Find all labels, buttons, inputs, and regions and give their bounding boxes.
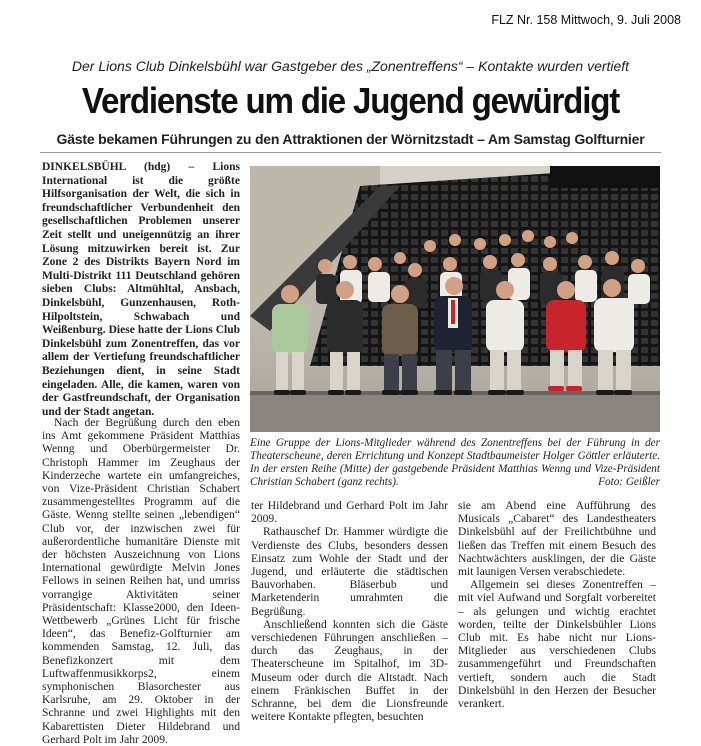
photo-credit: Foto: Geißler: [598, 476, 660, 488]
header-rule: [40, 152, 661, 153]
body-paragraph: Rathauschef Dr. Hammer würdigte die Verdienste des Clubs, besonders dessen Einsatz zum Wohle der Stadt und der Jugend, und erläuterte die städtischen Bauvorhaben. Bläserbub und Marketenderin umrahmten die Begrüßung.: [251, 525, 448, 618]
body-paragraph: Nach der Begrüßung durch den eben ins Amt gekommene Präsident Matthias Wenng und Oberbürgermeister Dr. Christoph Hammer im Zeughaus der Kinderzeche wartete ein umfangreiches, von Vize-Präsident Christian Schabert zusammengestelltes Programm auf die Gäste. Wenng stellte seinen „lebendigen“ Club vor, der inzwischen zwei für außerordentliche humanitäre Dienste mit der höchsten Auszeichnung von Lions International gewürdigte Melvin Jones Fellows in seinen Reihen hat, und umriss vorrangige Aktivitäten seiner Präsidentschaft: Klasse2000, den Ideen-Wettbewerb „Grünes Licht für frische Ideen“, das Benefiz-Golfturnier am kommenden Samstag, 12. Juli, das Benefizkonzert mit dem Luftwaffenmusikkorps2, einem symphonischen Blasorchester aus Karlsruhe, am 29. Oktober in der Schranne und zwei Highlights mit den Kabarettisten Dieter Hildebrand und Gerhard Polt im Jahr 2009.: [42, 416, 240, 746]
article-intro: [42, 161, 240, 418]
article-subheadline: Gäste bekamen Führungen zu den Attraktionen der Wörnitzstadt – Am Samstag Golfturnier: [56, 131, 645, 147]
intro-paragraph: DINKELSBÜHL (hdg) – Lions International ist die größte Hilfsorganisation der Welt, die sich in freundschaftlicher Verbundenheit den gesellschaftlichen Problemen unserer Zeit stellt und uneigennützig an ihrer Lösung mitzuwirken bereit ist. Zur Zone 2 des Distrikts Bayern Nord im Multi-Distrikt 111 Deutschland gehören sieben Clubs: Altmühltal, Ansbach, Dinkelsbühl, Gunzenhausen, Roth-Hilpoltstein, Schwabach und Weißenburg. Diese hatte der Lions Club Dinkelsbühl zum Zonentreffen, das vor allem der Vertiefung freundschaftlicher Beziehungen dient, in seine Stadt eingeladen. Alle, die kamen, waren von der Gastfreundschaft, der Organisation und der Stadt angetan.: [42, 161, 240, 418]
body-paragraph: Anschließend konnten sich die Gäste verschiedenen Führungen anschließen – durch das Zeughaus, in der Theaterscheune im Spitalhof, im 3D-Museum oder durch die Altstadt. Nach einem Fränkischen Buffet in der Schranne, bei dem die Lionsfreunde weitere Kontakte pflegten, besuchten: [251, 617, 448, 724]
kicker-line: Der Lions Club Dinkelsbühl war Gastgeber des „Zonentreffens“ – Kontakte wurden vertieft: [71, 58, 630, 74]
article-headline: Verdienste um die Jugend gewürdigt: [81, 80, 620, 121]
body-paragraph: Allgemein sei dieses Zonentreffen – mit viel Aufwand und Sorgfalt vorbereitet – als gelungen und wichtig erachtet worden, teilte der Dinkelsbühler Lions Club mit. Es habe nicht nur Lions-Mitglieder aus verschiedenen Clubs zusammengeführt und Freundschaften vertieft, sondern auch die Stadt Dinkelsbühl in den Herzen der Besucher verankert.: [458, 578, 656, 711]
article-column-3: [458, 499, 656, 717]
photo-caption: [250, 437, 660, 495]
caption-text: Eine Gruppe der Lions-Mitglieder während des Zonentreffens bei der Führung in der Theaterscheune, deren Errichtung und Konzept Stadtbaumeister Holger Göttler erläuterte. In der ersten Reihe (Mitte) der gastgebende Präsident Matthias Wenng und Vize-Präsident Christian Schabert (ganz rechts).: [250, 437, 660, 488]
group-photo: [250, 166, 660, 432]
article-column-1: [42, 416, 240, 746]
photo-illustration: [250, 166, 660, 432]
body-paragraph-continued: ter Hildebrand und Gerhard Polt im Jahr 2009.: [251, 499, 448, 526]
article-column-2: [251, 499, 448, 724]
masthead-date: FLZ Nr. 158 Mittwoch, 9. Juli 2008: [491, 13, 681, 27]
body-paragraph-continued: sie am Abend eine Aufführung des Musicals „Cabaret“ des Landestheaters Dinkelsbühl auf der Freilichtbühne und ließen das Treffen mit einem Besuch des Nachtwächters ausklingen, der die Gäste mit launigen Versen verabschiedete.: [458, 499, 656, 579]
